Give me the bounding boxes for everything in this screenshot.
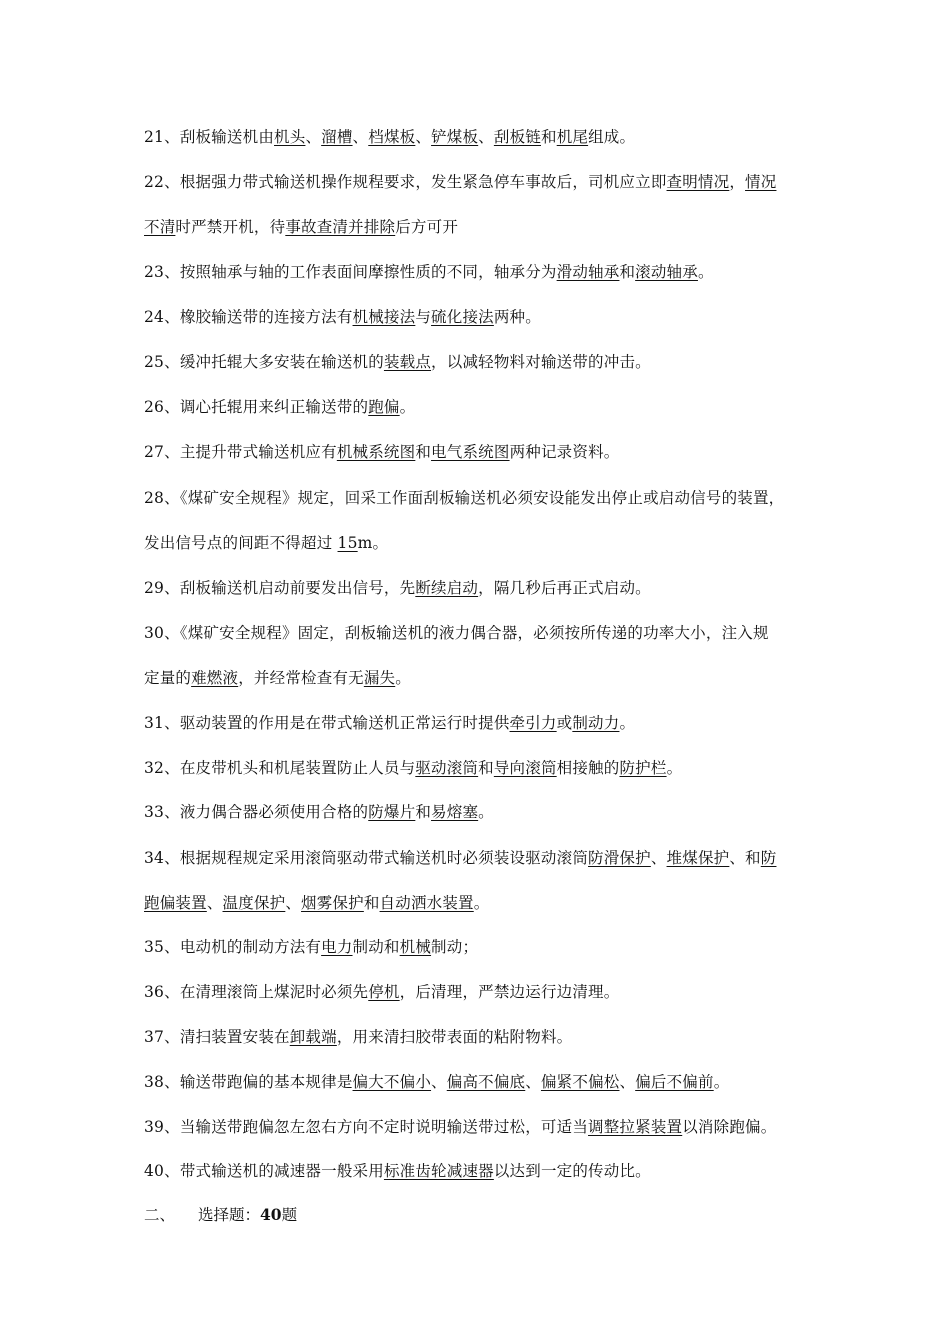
answer-blank: 跑偏装置 <box>144 894 207 912</box>
question-text: 、 <box>478 128 494 146</box>
question-text: 33、液力偶合器必须使用合格的 <box>144 803 369 821</box>
question-text: 、 <box>650 849 667 867</box>
answer-blank: 滚动轴承 <box>635 263 698 281</box>
answer-blank: 标准齿轮减速器 <box>383 1162 494 1180</box>
answer-line <box>144 396 814 418</box>
answer-blank: 防 <box>760 849 777 867</box>
section-number: 二、 <box>144 1206 176 1224</box>
question-text: ，后清理，严禁边运行边清理。 <box>399 983 620 1001</box>
section-heading <box>144 1204 297 1226</box>
answer-blank: 查明情况 <box>666 173 730 191</box>
question-text: 。 <box>713 1073 730 1091</box>
answer-blank: 卸载端 <box>289 1028 337 1046</box>
answer-blank: 防滑保护 <box>588 849 651 867</box>
question-text: 37、清扫装置安装在 <box>144 1028 290 1046</box>
answer-blank: 电力 <box>321 938 353 956</box>
answer-blank: 事故查清并排除 <box>285 218 396 236</box>
answer-line <box>144 216 814 238</box>
answer-blank: 防爆片 <box>368 803 416 821</box>
answer-blank: 15 <box>337 534 358 552</box>
question-text: 。 <box>666 759 683 777</box>
question-text: 、 <box>415 128 432 146</box>
answer-line <box>144 1160 814 1182</box>
answer-blank: 防护栏 <box>619 759 667 777</box>
answer-line <box>144 757 814 779</box>
question-text: 和 <box>415 803 432 821</box>
question-text: 31、驱动装置的作用是在带式输送机正常运行时提供 <box>144 714 510 732</box>
answer-line <box>144 1026 814 1048</box>
question-text: 。 <box>473 894 490 912</box>
answer-line <box>144 487 814 509</box>
answer-line <box>144 981 814 1003</box>
question-text: 和 <box>478 759 494 777</box>
question-text: 、 <box>285 894 302 912</box>
section-count: 40 <box>260 1205 282 1224</box>
question-text: 、 <box>525 1073 541 1091</box>
answer-line <box>144 577 814 599</box>
question-text: 以消除跑偏。 <box>682 1118 777 1136</box>
answer-blank: 刮板链 <box>493 128 541 146</box>
answer-blank: 停机 <box>368 983 400 1001</box>
answer-line <box>144 261 814 283</box>
question-text: 组成。 <box>588 128 636 146</box>
answer-blank: 制动力 <box>572 714 620 732</box>
answer-blank: 机尾 <box>556 128 589 146</box>
question-text: 和 <box>619 263 636 281</box>
answer-line <box>144 936 814 958</box>
answer-line <box>144 892 814 914</box>
question-text: ，隔几秒后再正式启动。 <box>478 579 651 597</box>
question-text: ，用来清扫胶带表面的粘附物料。 <box>336 1028 573 1046</box>
question-text: 、 <box>431 1073 447 1091</box>
question-text: 32、在皮带机头和机尾装置防止人员与 <box>144 759 416 777</box>
answer-blank: 滑动轴承 <box>556 263 620 281</box>
answer-line <box>144 351 814 373</box>
question-text: 22、根据强力带式输送机操作规程要求，发生紧急停车事故后，司机应立即 <box>144 173 667 191</box>
answer-blank: 机头 <box>274 128 306 146</box>
question-text: 、 <box>619 1073 636 1091</box>
question-text: 、 <box>352 128 369 146</box>
answer-blank: 牵引力 <box>509 714 557 732</box>
question-text: 23、按照轴承与轴的工作表面间摩擦性质的不同，轴承分为 <box>144 263 557 281</box>
answer-blank: 调整拉紧装置 <box>588 1118 683 1136</box>
question-text: 35、电动机的制动方法有 <box>144 938 322 956</box>
answer-blank: 电气系统图 <box>431 443 510 461</box>
answer-blank: 偏高不偏底 <box>446 1073 526 1091</box>
question-text: 。 <box>395 669 411 687</box>
answer-blank: 难燃液 <box>191 669 239 687</box>
answer-blank: 断续启动 <box>415 579 479 597</box>
answer-line <box>144 126 814 148</box>
answer-line <box>144 171 814 193</box>
question-text: 和 <box>540 128 557 146</box>
answer-line <box>144 532 814 554</box>
answer-blank: 铲煤板 <box>431 128 479 146</box>
question-text: 、 <box>206 894 223 912</box>
question-text: 以达到一定的传动比。 <box>493 1162 651 1180</box>
question-text: 或 <box>556 714 573 732</box>
answer-blank: 自动洒水装置 <box>379 894 474 912</box>
question-text: 两种。 <box>493 308 541 326</box>
question-text: m。 <box>357 534 389 552</box>
answer-blank: 硫化接法 <box>431 308 494 326</box>
answer-blank: 易熔塞 <box>431 803 479 821</box>
question-text: 、和 <box>729 849 761 867</box>
question-text: 29、刮板输送机启动前要发出信号，先 <box>144 579 416 597</box>
answer-blank: 导向滚筒 <box>493 759 557 777</box>
question-text: 30、《煤矿安全规程》固定，刮板输送机的液力偶合器，必须按所传递的功率大小，注入规 <box>144 624 769 642</box>
question-text: 相接触的 <box>556 759 620 777</box>
question-text: 。 <box>697 263 714 281</box>
question-text: 34、根据规程规定采用滚筒驱动带式输送机时必须装设驱动滚筒 <box>144 849 589 867</box>
question-text: 发出信号点的间距不得超过 <box>144 534 338 552</box>
question-text: 40、带式输送机的减速器一般采用 <box>144 1162 384 1180</box>
answer-blank: 烟雾保护 <box>301 894 364 912</box>
question-text: 后方可开 <box>395 218 459 236</box>
question-text: 39、当输送带跑偏忽左忽右方向不定时说明输送带过松，可适当 <box>144 1118 589 1136</box>
question-text: 制动； <box>431 938 479 956</box>
answer-line <box>144 622 814 644</box>
question-text: 26、调心托辊用来纠正输送带的 <box>144 398 369 416</box>
question-text: 两种记录资料。 <box>509 443 620 461</box>
answer-blank: 机械系统图 <box>336 443 416 461</box>
question-text: 与 <box>415 308 432 326</box>
answer-blank: 档煤板 <box>368 128 416 146</box>
answer-blank: 机械接法 <box>352 308 416 326</box>
question-text: 时严禁开机，待 <box>175 218 286 236</box>
question-text: ，并经常检查有无 <box>238 669 364 687</box>
question-text: 。 <box>478 803 494 821</box>
question-text: 38、输送带跑偏的基本规律是 <box>144 1073 353 1091</box>
answer-line <box>144 1071 814 1093</box>
section-label: 选择题： <box>198 1206 261 1224</box>
answer-blank: 偏后不偏前 <box>635 1073 714 1091</box>
question-text: 、 <box>305 128 322 146</box>
question-text: 24、橡胶输送带的连接方法有 <box>144 308 353 326</box>
question-text: 27、主提升带式输送机应有 <box>144 443 337 461</box>
question-text: 36、在清理滚筒上煤泥时必须先 <box>144 983 369 1001</box>
question-text: 。 <box>619 714 636 732</box>
answer-blank: 跑偏 <box>368 398 400 416</box>
question-text: 和 <box>415 443 432 461</box>
answer-blank: 堆煤保护 <box>666 849 730 867</box>
answer-line <box>144 801 814 823</box>
answer-blank: 情况 <box>745 173 777 191</box>
answer-line <box>144 441 814 463</box>
question-text: ， <box>729 173 746 191</box>
question-text: ，以减轻物料对输送带的冲击。 <box>431 353 651 371</box>
answer-blank: 驱动滚筒 <box>415 759 479 777</box>
question-text: 21、刮板输送机由 <box>144 128 275 146</box>
answer-blank: 温度保护 <box>222 894 286 912</box>
question-text: 定量的 <box>144 669 192 687</box>
answer-line <box>144 667 814 689</box>
question-text: 和 <box>363 894 380 912</box>
answer-line <box>144 1116 814 1138</box>
answer-blank: 不清 <box>144 218 176 236</box>
question-text: 25、缓冲托辊大多安装在输送机的 <box>144 353 384 371</box>
answer-blank: 装载点 <box>383 353 432 371</box>
answer-blank: 偏大不偏小 <box>352 1073 432 1091</box>
section-suffix: 题 <box>281 1206 298 1224</box>
answer-blank: 偏紧不偏松 <box>540 1073 620 1091</box>
answer-blank: 机械 <box>399 938 432 956</box>
answer-blank: 溜槽 <box>321 128 353 146</box>
answer-line <box>144 306 814 328</box>
question-text: 。 <box>399 398 416 416</box>
answer-blank: 漏失 <box>363 669 396 687</box>
answer-line <box>144 847 814 869</box>
question-text: 28、《煤矿安全规程》规定，回采工作面刮板输送机必须安设能发出停止或启动信号的装置， <box>144 489 785 507</box>
question-text: 制动和 <box>352 938 400 956</box>
answer-line <box>144 712 814 734</box>
